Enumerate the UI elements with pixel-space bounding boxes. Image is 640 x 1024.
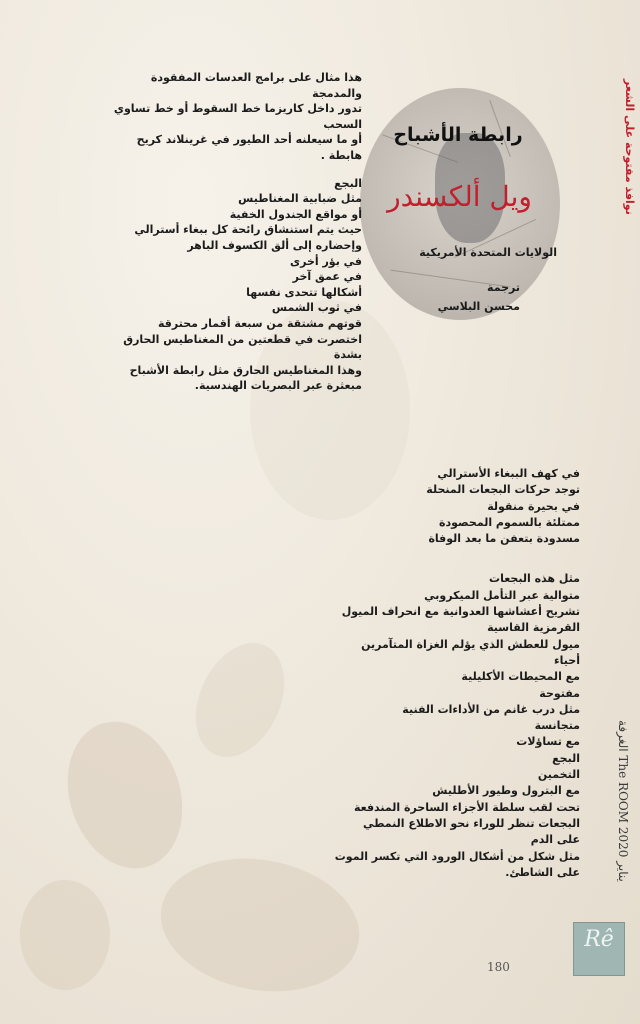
poem-line: البجع [552,751,580,765]
poem-line: ممتلئة بالسموم المحصودة [439,515,580,529]
poem-line: في بحيرة منقولة [487,499,580,513]
poem-line: تحت لقب سلطة الأجزاء الساحرة المندفعة [353,800,580,814]
poem-line: تشريح أعشاشها العدوانية مع انحراف الميول [341,605,580,619]
poem-line: البجعات تنظر للوراء نحو الاطلاع النمطي [362,816,580,830]
poem-line: بشدة [333,348,362,362]
poem-line: حيث يتم استنشاق رائحة كل ببغاء أسترالي [134,223,362,237]
poem-line: السحب [323,117,362,131]
stanza-break [170,164,362,176]
poem-line: أو مواقع الجندول الخفية [229,207,362,221]
poem-line: في كهف الببغاء الأسترالي [437,467,580,480]
poem-line: تدور داخل كاريزما خط السقوط أو خط تساوي [113,102,362,116]
page-number: 180 [487,960,510,974]
poem-line: القرمزية القاسية [487,621,580,635]
poem-line: مع البترول وطيور الأطليش [432,784,580,798]
poem-line: هابطة . [320,148,362,162]
poem-line: مثل درب غانم من الأداءات الفنية [402,702,580,716]
poem-line: هذا مثال على برامج العدسات المفقودة [150,71,362,84]
poem-line: متجانسة [534,719,580,733]
poem-line: أحياء [554,653,580,667]
poem-line: في ثوب الشمس [271,301,362,315]
poem-line: مثل ضبابية المغناطيس [238,192,362,206]
poem-line: مع تساؤلات [516,735,580,749]
poem-line: أو ما سيعلنه أحد الطيور في غرينلاند كريح [136,133,362,147]
poem-line: مبعثرة عبر البصريات الهندسية. [194,379,362,393]
poet-country: الولايات المتحدة الأمريكية [419,246,557,259]
poem-line: قوتهم مشتقة من سبعة أقمار محترقة [158,316,362,330]
poem-line: مفتوحة [539,686,580,700]
poem-line: على الشاطئ. [505,865,580,879]
poet-name: ويل ألكسندر [387,180,532,213]
poem-line: توجد حركات البجعات المنحلة [426,483,580,497]
logo-glyph: Rê [584,927,614,952]
translator-name: محسن البلاسي [437,300,520,313]
issue-date: يناير 2020 [616,826,630,882]
poem-line: مع المحيطات الأكليلية [461,670,580,684]
section-title: نوافذ مفتوحة على الشعر [623,79,636,215]
poem-line: مثل شكل من أشكال الورود التي تكسر الموت [334,849,580,863]
paw-print-shape [20,880,110,990]
stanza-break [335,547,580,571]
poem-line: أشكالها تتحدى نفسها [246,285,362,299]
poem-line: البجع [334,176,362,190]
magazine-name: الغرفة The ROOM [616,720,630,824]
poem-line: التخمين [537,768,580,782]
poem-column-top [113,70,362,394]
poem-line: على الدم [530,833,580,847]
poem-column-bottom [335,466,580,881]
poem-line: مسدودة بتعفن ما بعد الوفاة [428,532,580,546]
poem-line: مثل هذه البجعات [489,572,580,586]
poem-line: والمدمجة [312,86,362,100]
translation-label: ترجمة [487,281,520,294]
poem-line: ميول للعطش الذي يؤلم الغزاة المتآمرين [361,637,580,651]
poem-line: وهذا المغناطيس الحارق مثل رابطة الأشباح [129,363,362,377]
poem-line: اختصرت في قطعتين من المغناطيس الحارق [123,332,362,346]
poem-line: في بؤر أخرى [290,254,362,268]
poem-line: وإحضاره إلى ألق الكسوف الباهر [187,238,362,252]
poem-title: رابطة الأشباح [393,124,523,146]
poem-line: في عمق آخر [292,270,362,284]
magazine-footer [590,720,630,920]
publisher-logo [573,922,625,976]
poem-line: متوالية عبر التأمل الميكروبي [424,588,580,602]
